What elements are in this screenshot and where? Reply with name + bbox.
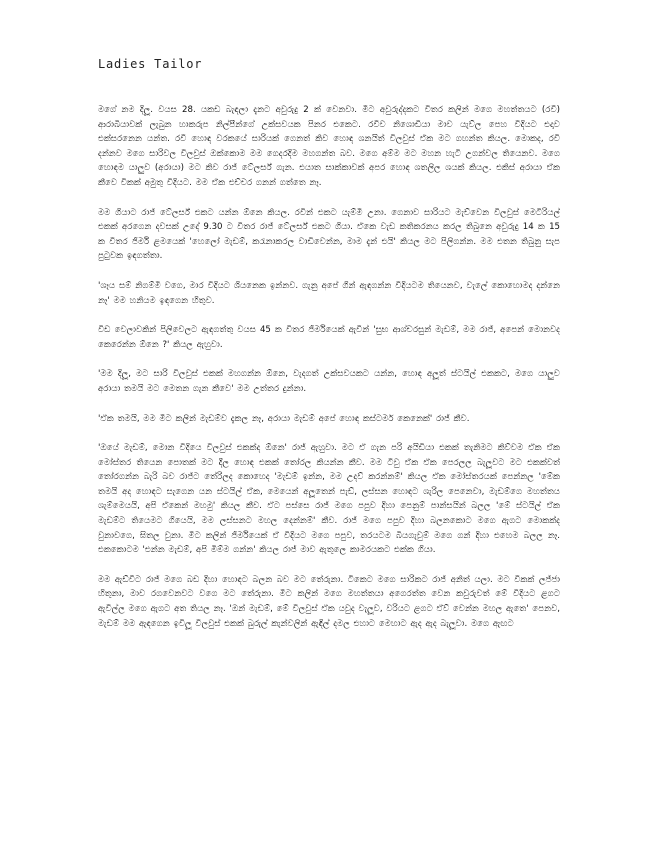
story-body bbox=[98, 103, 560, 646]
paragraph: 'මම දිලූ, මට සාරි විලවුස් එකක් මහගන්න ඕනෙ, වැදගත් උක්සවයකට යන්න, හොඳ අලූත් ස්ටයිල් එකකට, මගෙ යාලුව අරායා තමයි මට මෙතන ගැන කීවෙ' මම උත්තර දුන්නා. bbox=[98, 369, 560, 394]
paragraph: විඩ වෙලාවකින් පිලිවෙලට ඇඳගත්තු වයස 45 ක විතර ජිර්මියෙක් ඇවින් 'සුභ ආශ්චරසුන් මැඩම්, මම රාජ්, අපෙන් මොනවද කෙරෙන්න ඕනෙ ?' කියල ඇහුවා. bbox=[98, 325, 560, 350]
page-title: Ladies Tailor bbox=[98, 57, 203, 71]
paragraph: 'ඒක තමයි, මම මීට කලින් මැඩම්ව දැකල නෑ, අරායා මැඩම් අපේ හොඳ කස්ටමර් කෙනෙක්' රාජ් කීව. bbox=[98, 413, 470, 424]
paragraph: 'ඔයේ මැඩම්, මොන විදියෙ විලවුස් එකක්ද ඕනෙ' රාජ් ඇහුවා. මට ඒ ගැන පරි අයිඩියා එකක් තැනිමට කිව්වම ඒක ඒක මෝස්තර තියෙන පොතක් මට දීල හොඳ එකක් තෝරල කියන්න කීව. මම ටිවු ඒක ඒක පෙරලල බැලූවට මට එකක්වත් තෝරගන්න බැරි බව රාජ්ට තේරිලද කොහෙද 'මැඩම් ඉන්න, මම උදව් කරන්නම්' කියල ඒක මෝස්තරයක් පෙන්නල 'මේක තමයි අද හොඳට සැගෙන යන ස්ටයිල් ඒක, මෙයෙන් අලූතෙන් පැඩ්, ලස්සන හොඳට ශැරිල පෙනෙවා, මැඩම්ගෙ මහත්තය ශැම්මෙයයි, අපි ඒකෙන් මහමු' කියල කීව. ඒට පස්සෙ රාජ් මගෙ පපුව දිහා පෙනුම් පාන්සයින් බලල 'මේ ස්ටයිල් ඒක මැඩම්ට තියෙමට ගියෙයි, මම ලස්සනට මහල දෙන්නම්' කීව. රාජ් මගෙ පපුව දිහා බලනකොට මගෙ ඇගට මොකක්ද වුනාවගෙ, ඝිතල වුනා. මීට කලින් ජිර්මියෙක් ඒ විදියට මගෙ පපුව, තරයටම බියගැවුම් මගෙ ගන් දිහා එහෙම බලල නෑ. එකකොටම 'එන්න මැඩම්, අපි මිම්ම ගන්න' කියල රාජ් මාව ඇතුලෙ කාමරයකට එක්ක ගියා. bbox=[98, 443, 560, 556]
paragraph: මම ගියාට රාජ් ටේලර්ස් එකට යන්න ඕනෙ කියල. රවින් එකට යැම්මි උනා. ගෙනාව සාරියට මැච්වෙන විලවුස් මෙටිරියල් එකක් අරගෙන දවසක් උදේ 9.30 ට විතර රාජ් ටේලර්ස් එකට ගියා. ඒකෙ වැඩ කතිකරනය කරල තිබුනෙ අවුරුදු 14 ක 15 ක විතර ජිර්මි ළමයෙක් 'හෙලෝ මැඩම්, කරැනාකරල වාඩිවෙන්න, මාම දැන් එයි' කියල මට පිලිගන්න. මම එතන තිබුනු සැප පුටුවක ඉඳගත්තා. bbox=[98, 207, 560, 262]
paragraph: මම ඇඩ්වීට රාජ් මගෙ බඩ දිහා හොඳට බලන බව මට තේරුනා. ටිකෙට මගෙ සාරිකට රාජ් අනිත් යලා. මට විකක් ලජ්ජා හිතුනා, මාව රගවෙනවට වගෙ මට තේරුනා. මීට කලින් මගෙ මහත්තයා අගෙරත්ත වෙන කවුරුවත් මේ විදියට ළගට ඇවිල්ල මගෙ ඇගට අත තියල නෑ. 'ඔන් මැඩම්, මේ විලවුස් ඒක යවුද වැලූව, වරියට ළගට ඒව් වෙන්න මහල ඇතෙ' පෙනව, මැඩම් මම ඇඳගෙන ඉවිලූ විලවුස් එකක් බුරුල් කැන්වලින් ඇඳිල් දමල එහාට මෙහාට ඇද ඇද බැලූවා. මගෙ ඇඟට bbox=[98, 574, 560, 629]
paragraph: 'ශෑය සම් නිගම්මි වගෙ, මාර විදියට ශියනෙක ඉන්නව. ගැනු අපේ ගින් ඇඳගන්න විදියටම තියෙනව, වැලේ කොහොමද දන්නෙ නෑ' මම හනියම ඉඳගෙන හිතුව. bbox=[98, 280, 560, 306]
paragraph: මගේ නම දිලූ. වයස 28. යකඩ බැඳලා දැනට අවුරුදු 2 ක් වෙනවා. මීට අවුරුද්දකට විතර කලින් මගෙ මහත්තයට (රවී) ආරාබියාවක් ලැබුන හාකරුප නිල්පීන්ගේ උක්සවයක පිනර එකෙට. රවිව නිශොඩියා මාව යැව්ල පෙහ විදියට එදාව එක්සරනෙන යන්ත. රවි හොඳ වරකයේ සාරියක් ගෙනත් කිව හොඳ ශනයිත් විලවුස් ඒක මට ගහන්ත කියල. මොකද, රවි දන්නව මගෙ සාරිවල විලවුස් ඔක්කොම මම ගෙදරදිම මහගන්ත බව. මගෙ අම්ම මට මහන හැටි උගන්වල තියෙනව. මගෙ හොඳම යාලුව (අරායා) මට කිව රාජ් ටේලර්ස් ගැන. එයාත සාක්කාවක් අපර හොඳ ශතලිල ශයක් කියල. එකිස් අරායා ඒක කීවෙ විකක් අමුතු විදියට. මම ඒක එච්චර ගනන් ගත්තෙ නෑ. bbox=[98, 105, 560, 188]
